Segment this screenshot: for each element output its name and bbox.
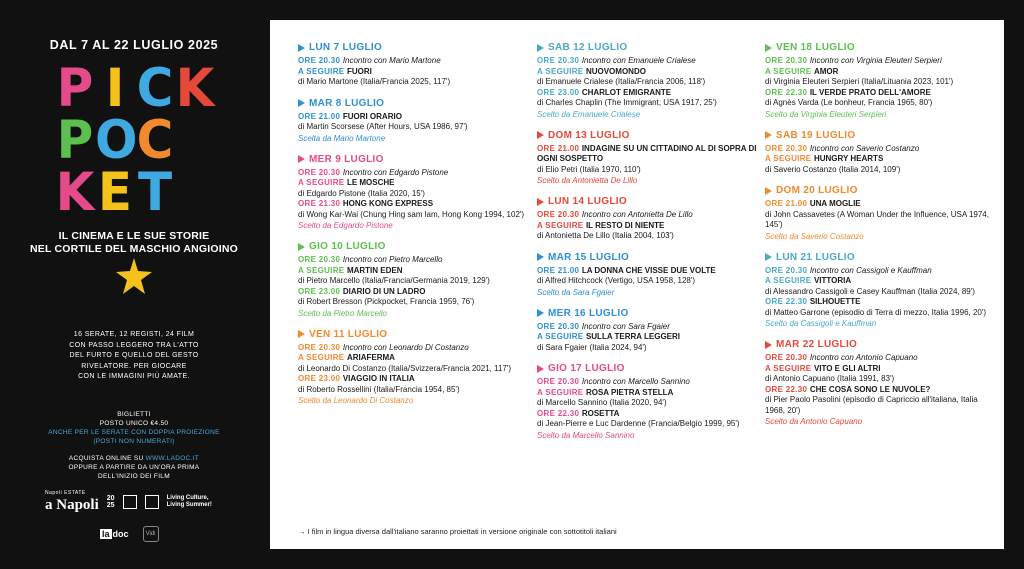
film-title: NUOVOMONDO xyxy=(585,66,646,76)
day-block xyxy=(765,42,993,120)
day-block xyxy=(765,130,993,176)
day-heading xyxy=(537,42,765,53)
tickets-price: POSTO UNICO €4.50 xyxy=(99,420,169,427)
sponsor-logos xyxy=(45,490,245,514)
day-heading xyxy=(298,42,526,53)
screening xyxy=(765,88,993,109)
screening-time: ORE 20.30 xyxy=(765,265,810,275)
day-heading xyxy=(298,98,526,109)
chosen-by: Scelto da Cassigoli e Kauffman xyxy=(765,319,877,328)
tagline xyxy=(0,230,268,256)
day-label: MAR 8 LUGLIO xyxy=(309,97,385,109)
meeting-title: Incontro con Emanuele Crialese xyxy=(581,56,696,65)
day-label: VEN 11 LUGLIO xyxy=(309,328,388,340)
living-culture-logo xyxy=(167,495,212,509)
screening-time: ORE 20.30 xyxy=(298,342,343,352)
tickets-note-2: (POSTI NON NUMERATI) xyxy=(93,438,175,445)
program-column-3 xyxy=(765,42,993,437)
screening-time: A SEGUIRE xyxy=(537,387,586,397)
day-label: DOM 13 LUGLIO xyxy=(548,129,630,141)
film-title: ARIAFERMA xyxy=(346,353,395,362)
screening xyxy=(765,56,993,67)
screening xyxy=(298,199,526,220)
day-block xyxy=(537,196,765,242)
film-title: VIAGGIO IN ITALIA xyxy=(342,374,415,383)
screening-time: A SEGUIRE xyxy=(298,265,347,275)
screening-time: ORE 21.00 xyxy=(537,143,582,153)
meeting-title: Incontro con Pietro Marcello xyxy=(342,255,443,264)
day-heading xyxy=(765,339,993,350)
screening-time: ORE 20.30 xyxy=(298,255,343,264)
screening xyxy=(537,388,765,409)
screening xyxy=(765,266,993,277)
screening xyxy=(537,332,765,353)
screening xyxy=(765,364,993,385)
living-line-1: Living Culture, xyxy=(166,495,209,501)
film-info: di Charles Chaplin (The Immigrant, USA 1917, 25') xyxy=(537,98,717,107)
play-triangle-icon xyxy=(298,243,305,251)
organizer-logos xyxy=(100,526,159,542)
screening-time: ORE 23.00 xyxy=(537,87,582,97)
chosen-by: Scelta da Mario Martone xyxy=(298,133,386,143)
day-heading xyxy=(298,154,526,165)
screening xyxy=(765,67,993,88)
play-triangle-icon xyxy=(765,187,772,195)
day-label: MAR 15 LUGLIO xyxy=(548,251,630,263)
screening xyxy=(298,287,526,308)
screening-time: ORE 20.30 xyxy=(298,56,343,65)
description-line: DEL FURTO E QUELLO DEL GESTO xyxy=(69,352,199,359)
play-triangle-icon xyxy=(537,365,544,373)
film-info: di Alfred Hitchcock (Vertigo, USA 1958, 128') xyxy=(537,276,696,285)
day-label: SAB 12 LUGLIO xyxy=(548,42,628,53)
screening-time: A SEGUIRE xyxy=(765,363,814,373)
screening xyxy=(298,56,526,67)
film-info: di Agnès Varda (Le bonheur, Francia 1965, 80') xyxy=(765,98,933,107)
play-triangle-icon xyxy=(765,253,772,261)
day-block xyxy=(298,241,526,319)
tickets-info xyxy=(0,410,268,446)
day-heading xyxy=(537,308,765,319)
year-logo xyxy=(107,495,115,509)
film-info: di Matteo Garrone (episodio di Terra di mezzo, Italia 1996, 20') xyxy=(765,307,987,317)
screening-time: ORE 22.30 xyxy=(765,297,810,306)
day-heading xyxy=(765,252,993,263)
day-label: GIO 10 LUGLIO xyxy=(309,241,386,252)
day-label: MAR 22 LUGLIO xyxy=(776,339,858,350)
meeting-title: Incontro con Antonio Capuano xyxy=(809,353,918,362)
film-title: IL VERDE PRATO DELL'AMORE xyxy=(809,87,931,97)
chosen-by: Scelto da Leonardo Di Costanzo xyxy=(298,396,414,405)
film-info: di Jean-Pierre e Luc Dardenne (Francia/Belgio 1999, 95') xyxy=(537,419,740,428)
star-icon xyxy=(114,256,154,296)
screening xyxy=(298,353,526,374)
screening xyxy=(537,377,765,388)
logo-letter: K xyxy=(175,57,215,119)
day-heading xyxy=(537,130,765,141)
logo-letter: O xyxy=(95,109,138,171)
meeting-title: Incontro con Sara Fgaier xyxy=(581,321,670,331)
film-info: di John Cassavetes (A Woman Under the Influence, USA 1974, 145') xyxy=(765,209,989,229)
screening-time: ORE 23.00 xyxy=(298,374,343,383)
film-title: LA DONNA CHE VISSE DUE VOLTE xyxy=(581,265,716,275)
living-line-2: Living Summer! xyxy=(166,502,212,508)
screening xyxy=(298,178,526,199)
chosen-by: Scelto da Antonio Capuano xyxy=(765,417,863,426)
film-info: di Pier Paolo Pasolini (episodio di Capriccio all'italiana, Italia 1968, 20') xyxy=(765,395,978,415)
film-info: di Alessandro Cassigoli e Casey Kauffman (Italia 2024, 89') xyxy=(765,286,975,296)
film-info: di Antonio Capuano (Italia 1991, 83') xyxy=(765,374,895,383)
ladoc-logo xyxy=(100,529,129,539)
program-column-1 xyxy=(298,42,526,416)
film-info: di Saverio Costanzo (Italia 2014, 109') xyxy=(765,164,901,174)
screening xyxy=(298,374,526,395)
day-block xyxy=(537,308,765,354)
film-title: FUORI ORARIO xyxy=(342,111,402,121)
play-triangle-icon xyxy=(298,155,305,163)
film-title: FUORI xyxy=(346,66,372,76)
screening xyxy=(537,144,765,176)
film-info: di Antonietta De Lillo (Italia 2004, 103') xyxy=(537,231,674,240)
meeting-title: Incontro con Mario Martone xyxy=(342,56,441,65)
meeting-title: Incontro con Leonardo Di Costanzo xyxy=(342,342,469,352)
day-block xyxy=(298,98,526,144)
day-heading xyxy=(537,196,765,207)
screening xyxy=(765,154,993,175)
film-info: di Marcello Sannino (Italia 2020, 94') xyxy=(537,398,667,407)
day-heading xyxy=(537,363,765,374)
day-block xyxy=(765,185,993,242)
day-block xyxy=(537,130,765,187)
day-block xyxy=(765,339,993,427)
logo-row xyxy=(55,109,215,171)
meeting-title: Incontro con Cassigoli e Kauffman xyxy=(809,265,932,275)
film-title: IL RESTO DI NIENTE xyxy=(585,220,665,230)
film-title: SILHOUETTE xyxy=(809,297,861,306)
day-label: DOM 20 LUGLIO xyxy=(776,185,858,196)
play-triangle-icon xyxy=(537,131,544,139)
napoli-logo-text: a Napoli xyxy=(45,497,99,513)
play-triangle-icon xyxy=(765,44,772,52)
meeting-title: Incontro con Antonietta De Lillo xyxy=(581,210,693,219)
film-title: AMOR xyxy=(813,66,839,76)
screening xyxy=(537,266,765,287)
tickets-note-1: ANCHE PER LE SERATE CON DOPPIA PROIEZIONE xyxy=(48,429,220,436)
screening-time: A SEGUIRE xyxy=(765,276,814,285)
day-block xyxy=(537,252,765,298)
napoli-logo-small: Napoli ESTATE xyxy=(45,490,86,496)
screening xyxy=(298,266,526,287)
play-triangle-icon xyxy=(537,44,544,52)
film-info: di Wong Kar-Wai (Chung Hing sam lam, Hong Kong 1994, 102') xyxy=(298,209,525,219)
chosen-by: Scelto da Antonietta De Lillo xyxy=(537,176,638,185)
tickets-label: BIGLIETTI xyxy=(117,411,151,418)
film-title: CHE COSA SONO LE NUVOLE? xyxy=(809,384,931,394)
screening-time: A SEGUIRE xyxy=(537,66,586,76)
screening-time: A SEGUIRE xyxy=(765,66,814,76)
pickpocket-logo xyxy=(55,57,215,223)
day-heading xyxy=(765,130,993,141)
screening xyxy=(765,385,993,417)
day-heading xyxy=(537,252,765,263)
logo-row xyxy=(55,161,215,223)
chosen-by: Scelto da Virginia Eleuteri Serpieri xyxy=(765,109,887,119)
screening xyxy=(537,88,765,109)
screening xyxy=(765,353,993,364)
chosen-by: Scelto da Edgardo Pistone xyxy=(298,221,393,230)
screening xyxy=(537,322,765,333)
description-line: RIVELATORE. PER GIOCARE xyxy=(81,362,187,370)
film-info: di Elio Petri (Italia 1970, 110') xyxy=(537,164,641,174)
day-label: SAB 19 LUGLIO xyxy=(776,129,856,141)
left-panel xyxy=(0,0,268,569)
film-title: SULLA TERRA LEGGERI xyxy=(585,332,681,341)
film-info: di Virginia Eleuteri Serpieri (Italia/Lituania 2023, 101') xyxy=(765,77,954,86)
screening-time: ORE 20.30 xyxy=(298,167,343,177)
year-bottom: 25 xyxy=(106,502,115,509)
screening-time: ORE 22.30 xyxy=(765,87,810,97)
screening-time: A SEGUIRE xyxy=(537,332,586,341)
screening xyxy=(298,343,526,354)
logo-letter: C xyxy=(136,57,174,119)
logo-letter: E xyxy=(97,161,133,223)
play-triangle-icon xyxy=(298,99,305,107)
film-title: MARTIN EDEN xyxy=(346,265,403,275)
napoli-logo xyxy=(45,490,99,514)
play-triangle-icon xyxy=(765,341,772,349)
screening xyxy=(537,56,765,67)
logo-letter: C xyxy=(136,109,174,171)
chosen-by: Scelto da Sara Fgaier xyxy=(537,287,615,297)
day-heading xyxy=(298,241,526,252)
screening-time: ORE 20.30 xyxy=(537,377,582,386)
meeting-title: Incontro con Edgardo Pistone xyxy=(342,167,449,177)
day-block xyxy=(765,252,993,330)
screening-time: ORE 20.30 xyxy=(537,321,582,331)
description-line: CON LE IMMAGINI PIÙ AMATE. xyxy=(78,373,190,380)
tagline-line-2: NEL CORTILE DEL MASCHIO ANGIOINO xyxy=(29,243,239,255)
film-title: INDAGINE SU UN CITTADINO AL DI SOPRA DI OGNI SOSPETTO xyxy=(537,143,757,163)
ladoc-prefix: la xyxy=(102,529,110,539)
logo-letter: T xyxy=(137,161,173,223)
screening-time: A SEGUIRE xyxy=(298,178,347,187)
square-logo-icon xyxy=(123,495,137,509)
logo-letter: K xyxy=(55,161,95,223)
online-purchase xyxy=(0,454,268,481)
festival-dates: DAL 7 AL 22 LUGLIO 2025 xyxy=(49,38,219,52)
film-info: di Emanuele Crialese (Italia/Francia 2006, 118') xyxy=(537,77,706,86)
day-block xyxy=(298,329,526,407)
screening xyxy=(537,210,765,221)
screening xyxy=(537,221,765,242)
film-title: LE MOSCHE xyxy=(346,178,395,187)
play-triangle-icon xyxy=(537,253,544,261)
logo-row xyxy=(55,57,215,119)
vidi-logo-icon: Vidi xyxy=(143,526,159,542)
play-triangle-icon xyxy=(298,330,305,338)
meeting-title: Incontro con Marcello Sannino xyxy=(581,377,690,386)
screening xyxy=(298,112,526,133)
play-triangle-icon xyxy=(537,309,544,317)
film-title: VITO E GLI ALTRI xyxy=(813,363,881,373)
screening-time: A SEGUIRE xyxy=(537,220,586,230)
ladoc-text: doc xyxy=(112,529,129,539)
film-title: UNA MOGLIE xyxy=(809,199,861,208)
screening-time: ORE 21.00 xyxy=(765,199,810,208)
day-label: MER 9 LUGLIO xyxy=(309,153,384,165)
day-heading xyxy=(765,42,993,53)
film-title: ROSETTA xyxy=(581,408,620,418)
screening xyxy=(298,255,526,266)
festival-description xyxy=(0,330,268,383)
screening xyxy=(765,199,993,231)
play-triangle-icon xyxy=(537,198,544,206)
online-prefix: ACQUISTA ONLINE SU xyxy=(68,455,146,462)
online-line-3: DELL'INIZIO DEI FILM xyxy=(98,473,170,480)
play-triangle-icon xyxy=(765,131,772,139)
film-info: di Mario Martone (Italia/Francia 2025, 117') xyxy=(298,77,451,86)
chosen-by: Scelto da Saverio Costanzo xyxy=(765,231,864,241)
day-block xyxy=(537,42,765,120)
program-card xyxy=(270,20,1004,549)
film-title: VITTORIA xyxy=(813,276,852,285)
logo-letter: I xyxy=(105,57,125,119)
screening-time: ORE 21.00 xyxy=(298,111,343,121)
description-line: CON PASSO LEGGERO TRA L'ATTO xyxy=(69,341,199,349)
online-line-2: OPPURE A PARTIRE DA UN'ORA PRIMA xyxy=(68,464,200,471)
meeting-title: Incontro con Saverio Costanzo xyxy=(809,143,920,153)
screening-time: ORE 22.30 xyxy=(765,384,810,394)
film-info: di Robert Bresson (Pickpocket, Francia 1959, 76') xyxy=(298,297,475,306)
screening-time: A SEGUIRE xyxy=(765,154,814,163)
day-heading xyxy=(298,329,526,340)
film-info: di Edgardo Pistone (Italia 2020, 15') xyxy=(298,188,425,198)
chosen-by: Scelto da Emanuele Crialese xyxy=(537,109,641,119)
tagline-line-1: IL CINEMA E LE SUE STORIE xyxy=(58,230,210,242)
film-info: di Sara Fgaier (Italia 2024, 94') xyxy=(537,342,647,352)
day-label: LUN 7 LUGLIO xyxy=(309,42,383,53)
program-column-2 xyxy=(537,42,765,451)
film-info: di Pietro Marcello (Italia/Francia/Germania 2019, 129') xyxy=(298,276,490,285)
film-title: HUNGRY HEARTS xyxy=(813,154,884,163)
screening-time: ORE 20.30 xyxy=(537,56,582,65)
day-heading xyxy=(765,185,993,196)
day-label: MER 16 LUGLIO xyxy=(548,307,629,319)
description-line: 16 SERATE, 12 REGISTI, 24 FILM xyxy=(73,331,195,338)
film-info: di Martin Scorsese (After Hours, USA 1986, 97') xyxy=(298,122,468,131)
day-label: GIO 17 LUGLIO xyxy=(548,363,625,374)
screening xyxy=(537,67,765,88)
film-title: DIARIO DI UN LADRO xyxy=(342,286,426,296)
play-triangle-icon xyxy=(298,44,305,52)
year-top: 20 xyxy=(106,495,115,502)
screening-time: ORE 23.00 xyxy=(298,286,343,296)
screening xyxy=(765,144,993,155)
screening xyxy=(298,67,526,88)
day-block xyxy=(298,154,526,232)
screening xyxy=(298,168,526,179)
screening xyxy=(765,297,993,318)
subtitles-footnote: → I film in lingua diversa dall'italiano saranno proiettati in versione originale con sottotitoli italiani xyxy=(298,527,617,536)
film-title: HONG KONG EXPRESS xyxy=(342,199,434,208)
film-title: ROSA PIETRA STELLA xyxy=(585,387,674,397)
logo-letter: P xyxy=(56,57,94,119)
chosen-by: Scelto da Pietro Marcello xyxy=(298,308,387,318)
day-label: LUN 21 LUGLIO xyxy=(776,251,855,263)
screening-time: ORE 22.30 xyxy=(537,408,582,418)
day-label: LUN 14 LUGLIO xyxy=(548,196,627,207)
chosen-by: Scelto da Marcello Sannino xyxy=(537,430,635,440)
day-label: VEN 18 LUGLIO xyxy=(776,42,855,53)
day-block xyxy=(537,363,765,441)
building-logo-icon xyxy=(145,495,159,509)
screening-time: ORE 20.30 xyxy=(537,210,582,219)
ladoc-link[interactable]: WWW.LADOC.IT xyxy=(145,455,200,462)
film-title: CHARLOT EMIGRANTE xyxy=(581,87,672,97)
screening xyxy=(537,409,765,430)
screening-time: ORE 21.30 xyxy=(298,199,343,208)
film-info: di Leonardo Di Costanzo (Italia/Svizzera/Francia 2021, 117') xyxy=(298,363,512,373)
screening-time: ORE 20.30 xyxy=(765,353,810,362)
meeting-title: Incontro con Virginia Eleuteri Serpieri xyxy=(809,56,942,65)
screening-time: ORE 21.00 xyxy=(537,265,582,275)
screening-time: A SEGUIRE xyxy=(298,353,347,362)
screening-time: ORE 20.30 xyxy=(765,143,810,153)
day-block xyxy=(298,42,526,88)
screening-time: A SEGUIRE xyxy=(298,66,347,76)
film-info: di Roberto Rossellini (Italia/Francia 1954, 85') xyxy=(298,384,460,394)
screening xyxy=(765,276,993,297)
screening-time: ORE 20.30 xyxy=(765,56,810,65)
logo-letter: P xyxy=(56,109,94,171)
